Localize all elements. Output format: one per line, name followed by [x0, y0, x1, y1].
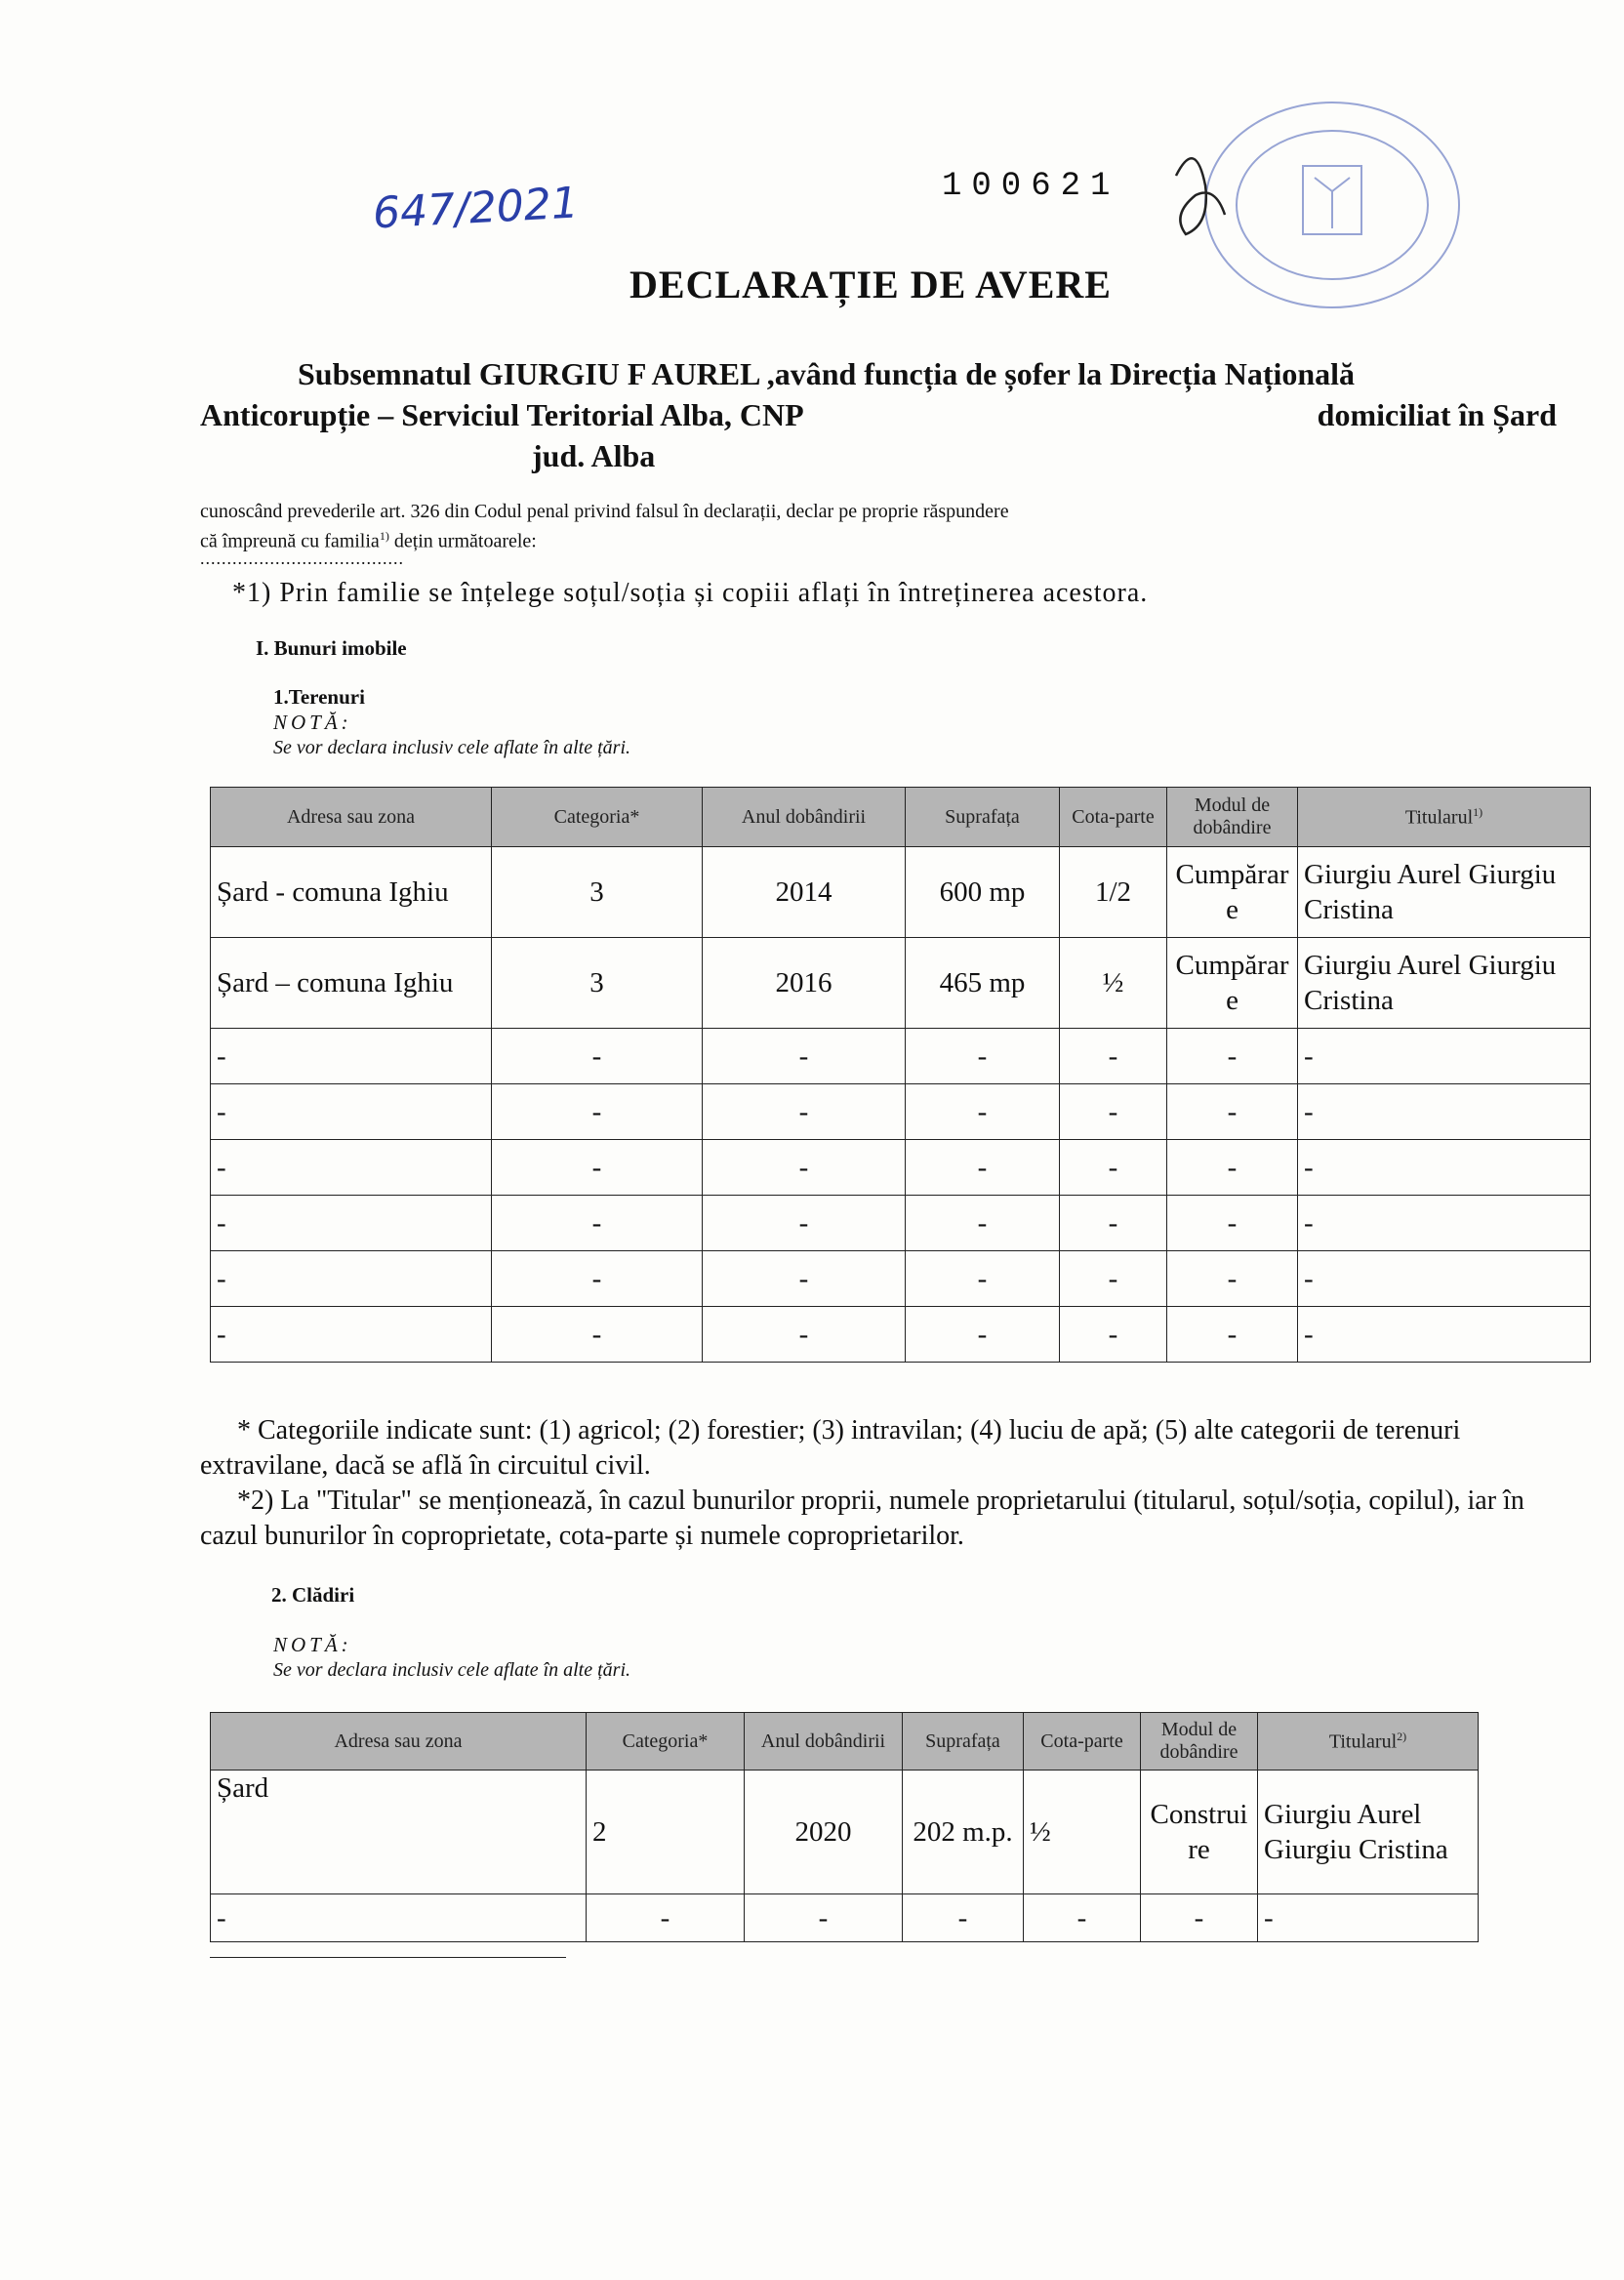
declarant-intro — [200, 353, 1557, 476]
table-cell: Șard - comuna Ighiu — [211, 847, 492, 938]
table-cell: - — [211, 1029, 492, 1084]
table-cell: - — [211, 1140, 492, 1196]
nota-text: Se vor declara inclusiv cele aflate în alte țări. — [273, 737, 631, 758]
table-cell: Șard – comuna Ighiu — [211, 938, 492, 1029]
column-header: Adresa sau zona — [211, 1713, 587, 1771]
column-header: Suprafața — [903, 1713, 1024, 1771]
table-cell: - — [1060, 1140, 1167, 1196]
intro-line-2b: domiciliat în Șard — [1317, 397, 1557, 432]
table-cell: - — [492, 1196, 703, 1251]
table-cell: - — [1167, 1307, 1298, 1363]
table-cell: Cumpărare — [1167, 938, 1298, 1029]
table-cell: - — [906, 1084, 1060, 1140]
table-cell: - — [906, 1140, 1060, 1196]
table-row — [211, 938, 1591, 1029]
column-header: Modul de dobândire — [1167, 788, 1298, 847]
table-cell: - — [703, 1140, 906, 1196]
table-cell: - — [906, 1196, 1060, 1251]
table-cell: - — [211, 1196, 492, 1251]
table-row — [211, 1029, 1591, 1084]
land-table — [210, 787, 1591, 1363]
table-cell: 465 mp — [906, 938, 1060, 1029]
table-cell: Giurgiu Aurel Giurgiu Cristina — [1258, 1771, 1479, 1894]
table-cell: - — [703, 1029, 906, 1084]
table-header-row — [211, 1713, 1479, 1771]
table-cell: 3 — [492, 938, 703, 1029]
table-cell: Giurgiu Aurel Giurgiu Cristina — [1298, 847, 1591, 938]
column-header: Categoria* — [492, 788, 703, 847]
subheading-land: 1.Terenuri — [273, 685, 365, 709]
nota-text: Se vor declara inclusiv cele aflate în alte țări. — [273, 1659, 631, 1681]
table-cell: - — [492, 1029, 703, 1084]
table-row — [211, 1084, 1591, 1140]
nota-label: NOTĂ: — [273, 1633, 352, 1656]
column-header: Suprafața — [906, 788, 1060, 847]
section-heading-real-estate: I. Bunuri imobile — [256, 636, 407, 660]
titular-label: Titularul — [1328, 1730, 1398, 1753]
table-cell: - — [1167, 1196, 1298, 1251]
table-cell: - — [1060, 1084, 1167, 1140]
table-cell: - — [903, 1894, 1024, 1942]
table-cell: 2014 — [703, 847, 906, 938]
table-cell: ½ — [1060, 938, 1167, 1029]
dotted-line: ...................................... — [200, 549, 404, 568]
buildings-table — [210, 1712, 1479, 1942]
table-cell: - — [211, 1307, 492, 1363]
table-cell: - — [703, 1196, 906, 1251]
family-footnote: *1) Prin familie se înțelege soțul/soția și copiii aflați în întreținerea acestora. — [232, 578, 1149, 608]
legal-line-2-sup: 1) — [379, 529, 389, 543]
table-row — [211, 1140, 1591, 1196]
table-row — [211, 1307, 1591, 1363]
table-cell: - — [1298, 1084, 1591, 1140]
table-row — [211, 1196, 1591, 1251]
column-header: Cota-parte — [1060, 788, 1167, 847]
table-cell: - — [1298, 1307, 1591, 1363]
titular-sup: 2) — [1397, 1729, 1407, 1743]
table-cell: - — [1298, 1251, 1591, 1307]
registration-number: 100621 — [942, 168, 1120, 205]
column-header: Anul dobândirii — [703, 788, 906, 847]
table-cell: - — [492, 1084, 703, 1140]
legal-line-2-end: dețin următoarele: — [388, 530, 537, 552]
table-cell: - — [1060, 1029, 1167, 1084]
official-stamp — [1137, 98, 1479, 332]
table-cell: - — [1060, 1307, 1167, 1363]
intro-line-1: Subsemnatul GIURGIU F AUREL ,având funcția de șofer la Direcția Națională — [298, 356, 1356, 391]
table-cell: - — [906, 1307, 1060, 1363]
column-header: Cota-parte — [1024, 1713, 1141, 1771]
table-cell: - — [1060, 1196, 1167, 1251]
table-cell: 1/2 — [1060, 847, 1167, 938]
column-header-titular — [1298, 788, 1591, 847]
column-header: Anul dobândirii — [745, 1713, 903, 1771]
table-cell: - — [745, 1894, 903, 1942]
table-cell: Cumpărare — [1167, 847, 1298, 938]
titular-label: Titularul — [1404, 806, 1474, 829]
table-cell: - — [1167, 1029, 1298, 1084]
table-cell: - — [492, 1307, 703, 1363]
section-heading-buildings: 2. Clădiri — [271, 1583, 355, 1607]
table-cell: 202 m.p. — [903, 1771, 1024, 1894]
table-cell: 2 — [587, 1771, 745, 1894]
legal-statement — [200, 500, 1176, 554]
column-header: Modul de dobândire — [1141, 1713, 1258, 1771]
intro-line-2 — [200, 394, 1557, 435]
table-row — [211, 1251, 1591, 1307]
handwritten-registration: 647/2021 — [371, 178, 580, 239]
table-cell: - — [906, 1029, 1060, 1084]
table-cell: ½ — [1024, 1771, 1141, 1894]
intro-line-2a: Anticorupție – Serviciul Teritorial Alba, CNP — [200, 397, 804, 432]
categories-note: * Categoriile indicate sunt: (1) agricol; (2) forestier; (3) intravilan; (4) luciu de apă; (5) alte categorii de terenuri extravilane, dacă se află în circuitul civil. — [200, 1415, 1461, 1481]
column-header-titular — [1258, 1713, 1479, 1771]
page-title: DECLARAȚIE DE AVERE — [629, 263, 1112, 306]
legal-line-2-text: că împreună cu familia — [200, 530, 380, 552]
table-cell: 3 — [492, 847, 703, 938]
titular-note: *2) La "Titular" se menționează, în cazul bunurilor proprii, numele proprietarului (titularul, soțul/soția, copilul), iar în cazul bunurilor în coproprietate, cota-parte și numele coproprietarilor. — [200, 1486, 1524, 1551]
table-row — [211, 1894, 1479, 1942]
table-cell: - — [1298, 1196, 1591, 1251]
table-cell: - — [492, 1251, 703, 1307]
table-cell: 2020 — [745, 1771, 903, 1894]
table-cell: - — [1024, 1894, 1141, 1942]
table-cell: - — [492, 1140, 703, 1196]
table-cell: - — [1167, 1251, 1298, 1307]
table-cell: 2016 — [703, 938, 906, 1029]
table-cell: - — [211, 1251, 492, 1307]
intro-line-3: jud. Alba — [532, 438, 656, 473]
table-cell: - — [211, 1894, 587, 1942]
table-cell: - — [703, 1084, 906, 1140]
table-cell: - — [1060, 1251, 1167, 1307]
table-cell: - — [1141, 1894, 1258, 1942]
column-header: Categoria* — [587, 1713, 745, 1771]
table-header-row — [211, 788, 1591, 847]
table-cell: - — [906, 1251, 1060, 1307]
table-cell: - — [211, 1084, 492, 1140]
table-cell: - — [1258, 1894, 1479, 1942]
column-header: Adresa sau zona — [211, 788, 492, 847]
table-cell: - — [703, 1307, 906, 1363]
table-cell: - — [1167, 1140, 1298, 1196]
table-cell: - — [703, 1251, 906, 1307]
nota-label: NOTĂ: — [273, 711, 352, 734]
table-cell: - — [1167, 1084, 1298, 1140]
table-cell: - — [587, 1894, 745, 1942]
table-cell: - — [1298, 1029, 1591, 1084]
table-row — [211, 1771, 1479, 1894]
table-cell: Construire — [1141, 1771, 1258, 1894]
table-cell: 600 mp — [906, 847, 1060, 938]
table-cell: Giurgiu Aurel Giurgiu Cristina — [1298, 938, 1591, 1029]
table-cell: - — [1298, 1140, 1591, 1196]
titular-sup: 1) — [1473, 804, 1483, 819]
footnote-separator — [210, 1957, 566, 1958]
table-row — [211, 847, 1591, 938]
table-cell: Șard — [211, 1771, 587, 1894]
legal-line-1: cunoscând prevederile art. 326 din Codul penal privind falsul în declarații, declar pe proprie răspundere — [200, 501, 1009, 522]
